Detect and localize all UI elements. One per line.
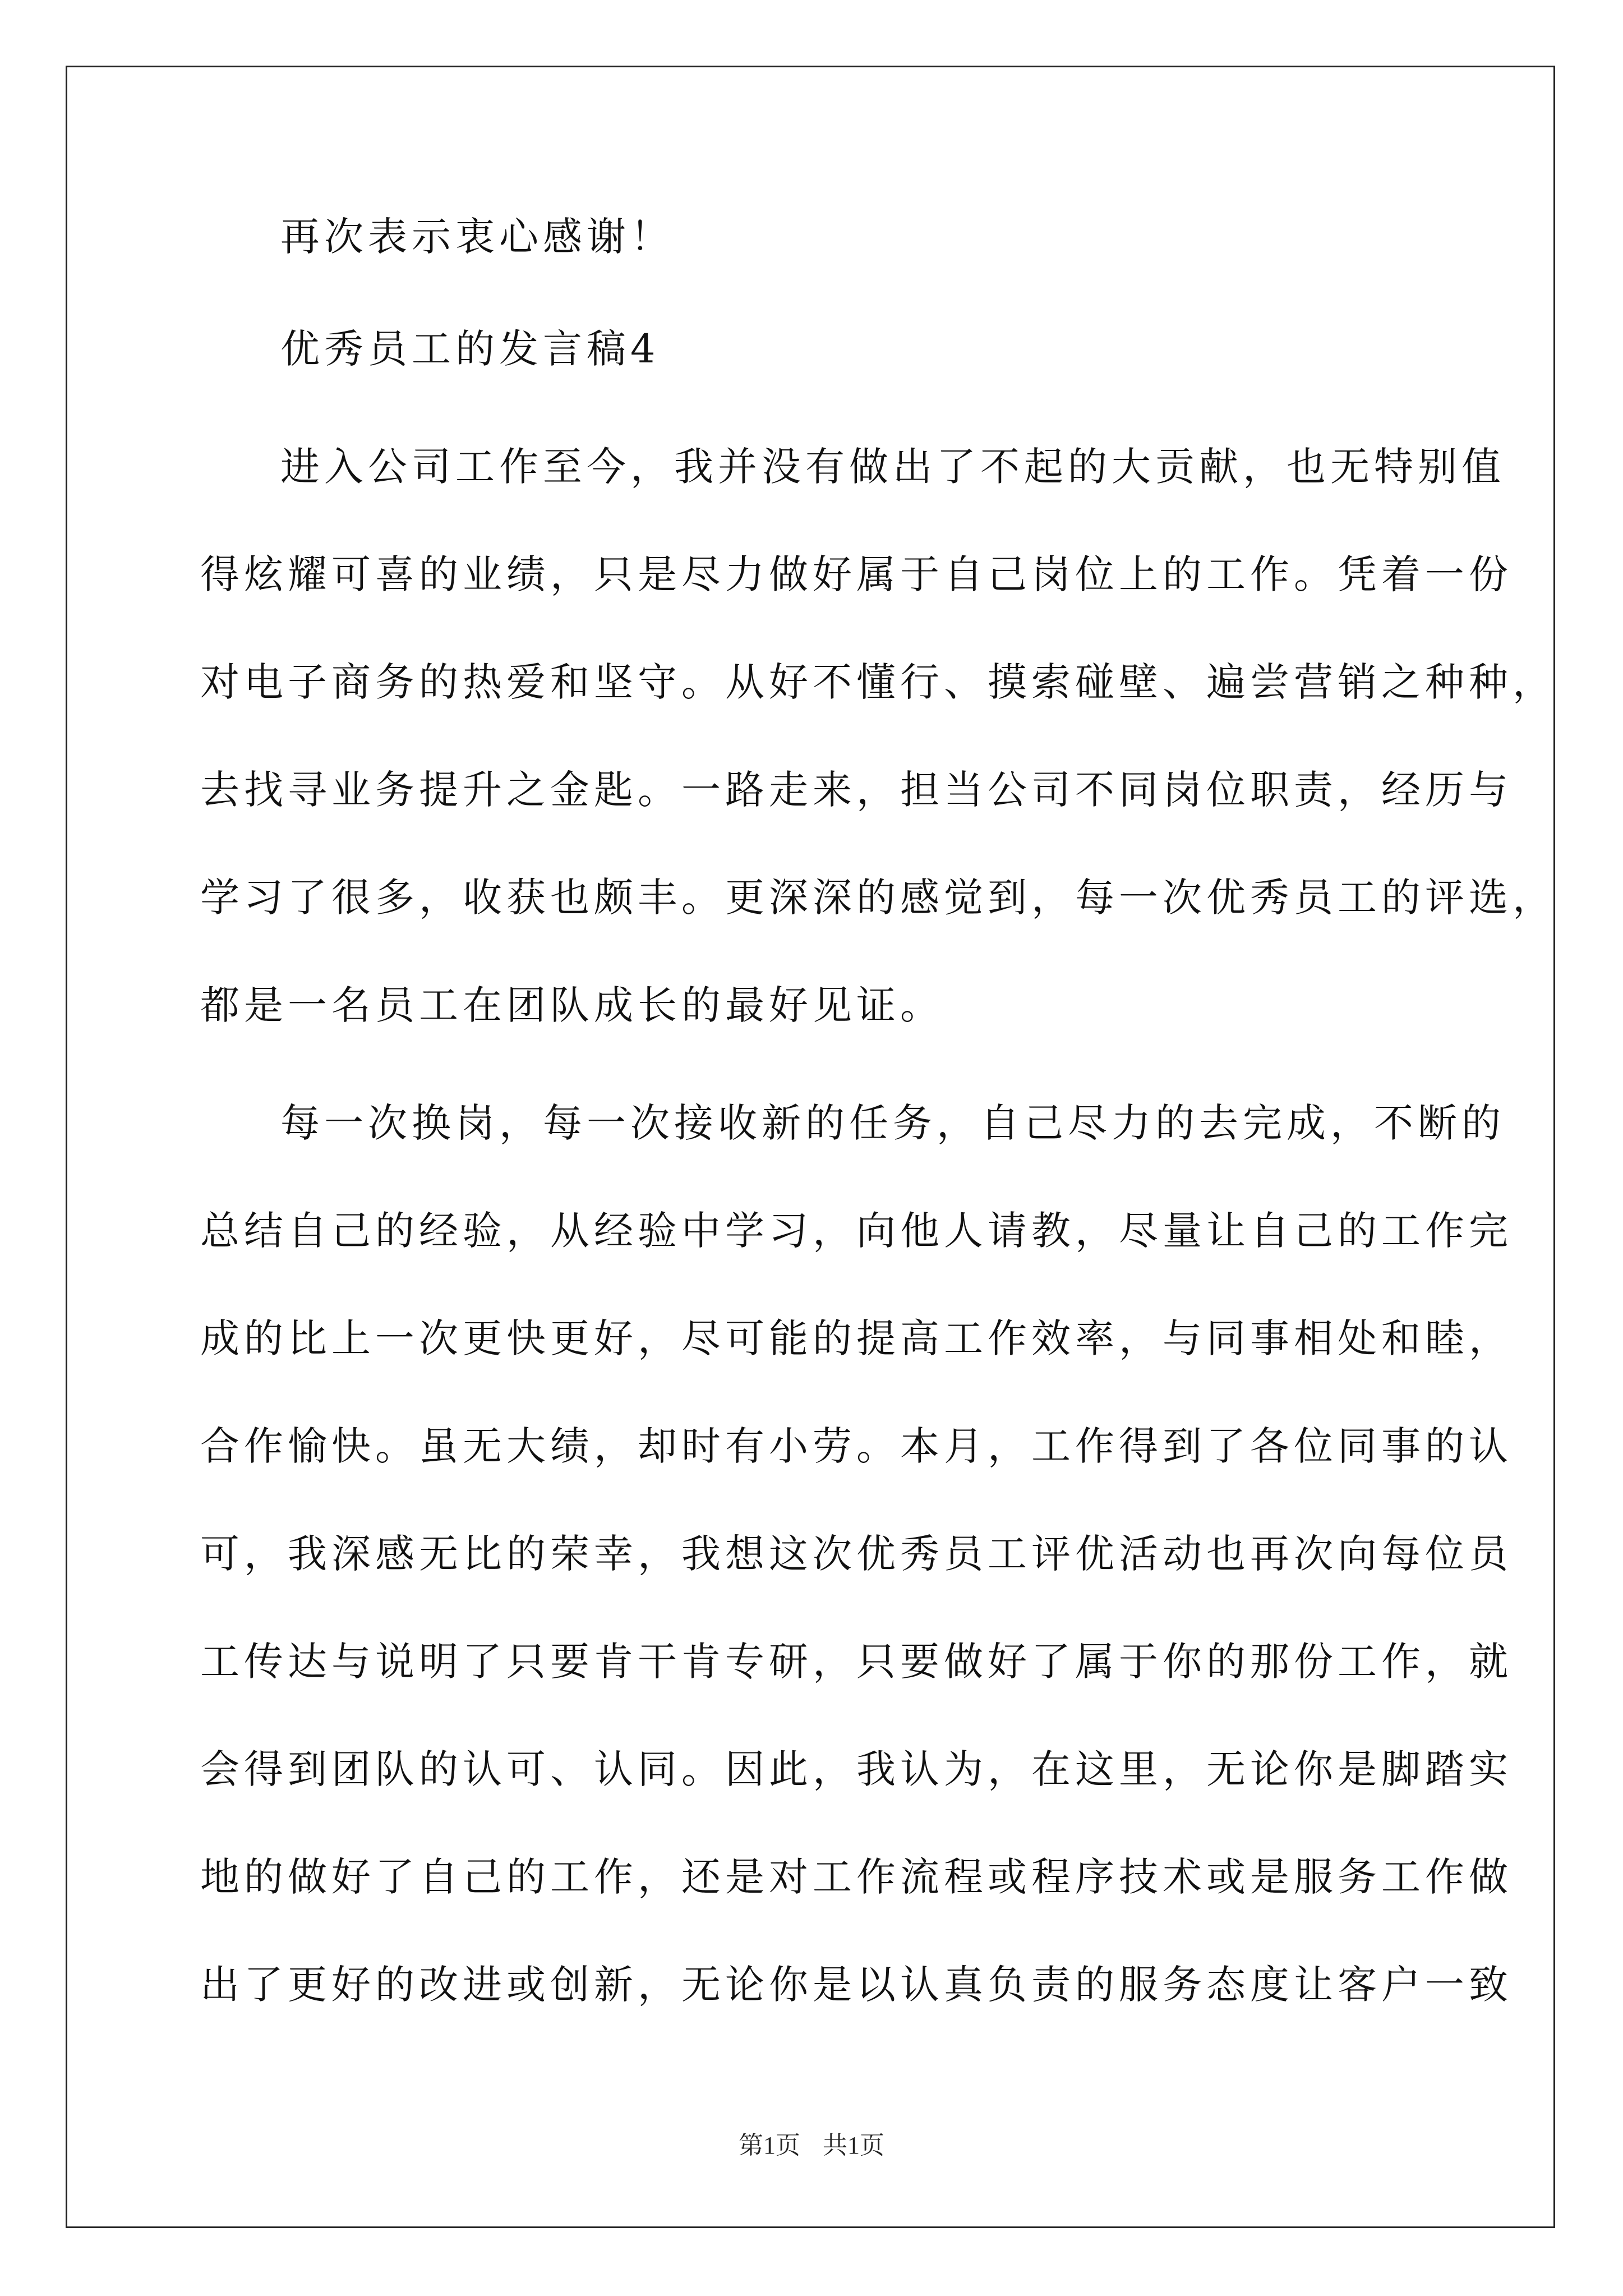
paragraph-line: 出了更好的改进或创新，无论你是以认真负责的服务态度让客户一致 <box>200 1962 1513 2008</box>
page-footer <box>0 2129 1623 2162</box>
paragraph-line: 工传达与说明了只要肯干肯专研，只要做好了属于你的那份工作，就 <box>200 1639 1513 1685</box>
paragraph-line: 都是一名员工在团队成长的最好见证。 <box>200 982 944 1028</box>
page-number: 第1页 <box>739 2132 800 2159</box>
paragraph-line: 对电子商务的热爱和坚守。从好不懂行、摸索碰壁、遍尝营销之种种， <box>200 659 1556 705</box>
closing-line: 再次表示衷心感谢！ <box>280 214 674 260</box>
paragraph-line: 地的做好了自己的工作，还是对工作流程或程序技术或是服务工作做 <box>200 1854 1513 1900</box>
paragraph-line: 得炫耀可喜的业绩，只是尽力做好属于自己岗位上的工作。凭着一份 <box>200 551 1513 597</box>
paragraph-line: 可，我深感无比的荣幸，我想这次优秀员工评优活动也再次向每位员 <box>200 1531 1513 1577</box>
paragraph-line: 去找寻业务提升之金匙。一路走来，担当公司不同岗位职责，经历与 <box>200 767 1513 813</box>
page-total: 共1页 <box>823 2132 884 2159</box>
paragraph-line: 成的比上一次更快更好，尽可能的提高工作效率，与同事相处和睦， <box>200 1315 1513 1361</box>
paragraph-line: 合作愉快。虽无大绩，却时有小劳。本月，工作得到了各位同事的认 <box>200 1423 1513 1469</box>
section-title: 优秀员工的发言稿4 <box>280 326 660 372</box>
paragraph-line: 总结自己的经验，从经验中学习，向他人请教，尽量让自己的工作完 <box>200 1208 1513 1254</box>
paragraph-line: 进入公司工作至今，我并没有做出了不起的大贡献，也无特别值 <box>280 444 1505 490</box>
paragraph-line: 每一次换岗，每一次接收新的任务，自己尽力的去完成，不断的 <box>280 1100 1505 1146</box>
paragraph-line: 会得到团队的认可、认同。因此，我认为，在这里，无论你是脚踏实 <box>200 1746 1513 1792</box>
paragraph-line: 学习了很多，收获也颇丰。更深深的感觉到，每一次优秀员工的评选， <box>200 875 1556 921</box>
